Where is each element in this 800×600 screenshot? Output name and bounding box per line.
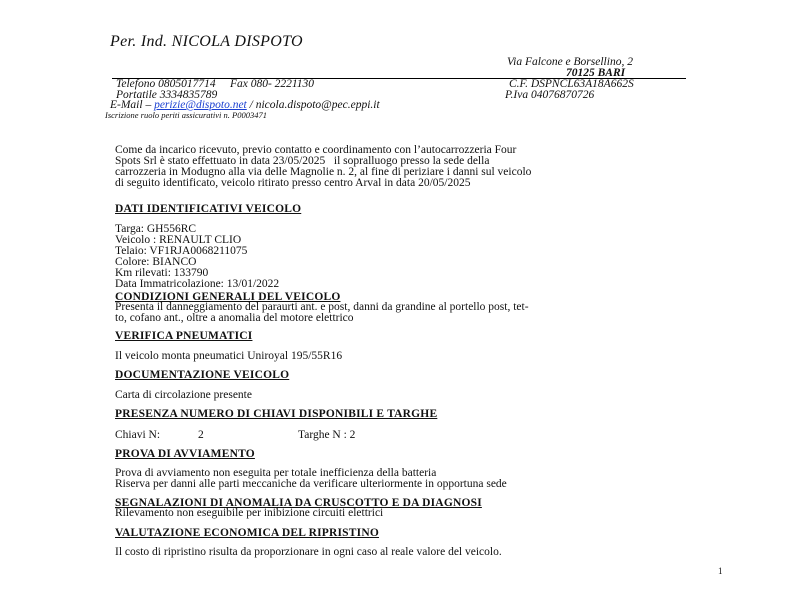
color-line: Colore: BIANCO: [115, 256, 197, 268]
fiscal-code: C.F. DSPNCL63A18A662S: [509, 78, 634, 90]
economic-heading: VALUTAZIONE ECONOMICA DEL RIPRISTINO: [115, 527, 379, 539]
start-test-line-2: Riserva per danni alle parti meccaniche da verificare ulteriormente in opportuna sede: [115, 478, 507, 490]
phone-fax: Telefono 0805017714 Fax 080- 2221130: [116, 78, 315, 90]
dashboard-text: Rilevamento non eseguibile per inibizione circuiti elettrici: [115, 507, 384, 519]
dashboard-heading: SEGNALAZIONI DI ANOMALIA DA CRUSCOTTO E DA DIAGNOSI: [115, 497, 482, 509]
email-suffix: / nicola.dispoto@pec.eppi.it: [246, 99, 380, 111]
documentation-heading: DOCUMENTAZIONE VEICOLO: [115, 369, 290, 381]
intro-line-2: Spots Srl è stato effettuato in data 23/05/2025 il sopralluogo presso la sede della: [115, 155, 490, 167]
keys-heading: PRESENZA NUMERO DI CHIAVI DISPONIBILI E TARGHE: [115, 408, 438, 420]
city-line: 70125 BARI: [566, 67, 626, 79]
intro-line-3: carrozzeria in Modugno alla via delle Magnolie n. 2, al fine di periziare i danni sul veicolo: [115, 166, 532, 178]
plate-line: Targa: GH556RC: [115, 223, 197, 235]
registration-number: Iscrizione ruolo periti assicurativi n. P0003471: [105, 110, 267, 120]
mobile-phone: Portatile 3334835789: [116, 89, 218, 101]
registration-date-line: Data Immatricolazione: 13/01/2022: [115, 278, 280, 290]
vehicle-id-heading: DATI IDENTIFICATIVI VEICOLO: [115, 203, 302, 215]
general-conditions-line-1: Presenta il danneggiamento del paraurti ant. e post, danni da grandine al portello post, tet-: [115, 301, 529, 313]
chassis-line: Telaio: VF1RJA0068211075: [115, 245, 248, 257]
email-prefix: E-Mail –: [110, 99, 155, 111]
economic-text: Il costo di ripristino risulta da proporzionare in ogni caso al reale valore del veicolo.: [115, 546, 502, 558]
keys-value: 2: [198, 429, 204, 441]
page-number: 1: [718, 566, 723, 576]
documentation-text: Carta di circolazione presente: [115, 389, 252, 401]
start-test-line-1: Prova di avviamento non eseguita per totale inefficienza della batteria: [115, 467, 437, 479]
mileage-line: Km rilevati: 133790: [115, 267, 209, 279]
general-conditions-heading: CONDIZIONI GENERALI DEL VEICOLO: [115, 291, 341, 303]
vat-number: P.Iva 04076870726: [505, 89, 595, 101]
intro-line-1: Come da incarico ricevuto, previo contatto e coordinamento con l’autocarrozzeria Four: [115, 144, 517, 156]
general-conditions-line-2: to, cofano ant., oltre a anomalia del motore elettrico: [115, 312, 354, 324]
keys-label: Chiavi N:: [115, 429, 161, 441]
tires-heading: VERIFICA PNEUMATICI: [115, 330, 253, 342]
email-link[interactable]: perizie@dispoto.net: [154, 99, 247, 111]
plates-count: Targhe N : 2: [298, 429, 356, 441]
start-test-heading: PROVA DI AVVIAMENTO: [115, 448, 255, 460]
intro-line-4: di seguito identificato, veicolo ritirato presso centro Arval in data 20/05/2025: [115, 177, 471, 189]
address-line: Via Falcone e Borsellino, 2: [507, 56, 633, 68]
expert-name: Per. Ind. NICOLA DISPOTO: [110, 33, 303, 50]
vehicle-model-line: Veicolo : RENAULT CLIO: [115, 234, 242, 246]
tires-text: Il veicolo monta pneumatici Uniroyal 195/55R16: [115, 350, 343, 362]
